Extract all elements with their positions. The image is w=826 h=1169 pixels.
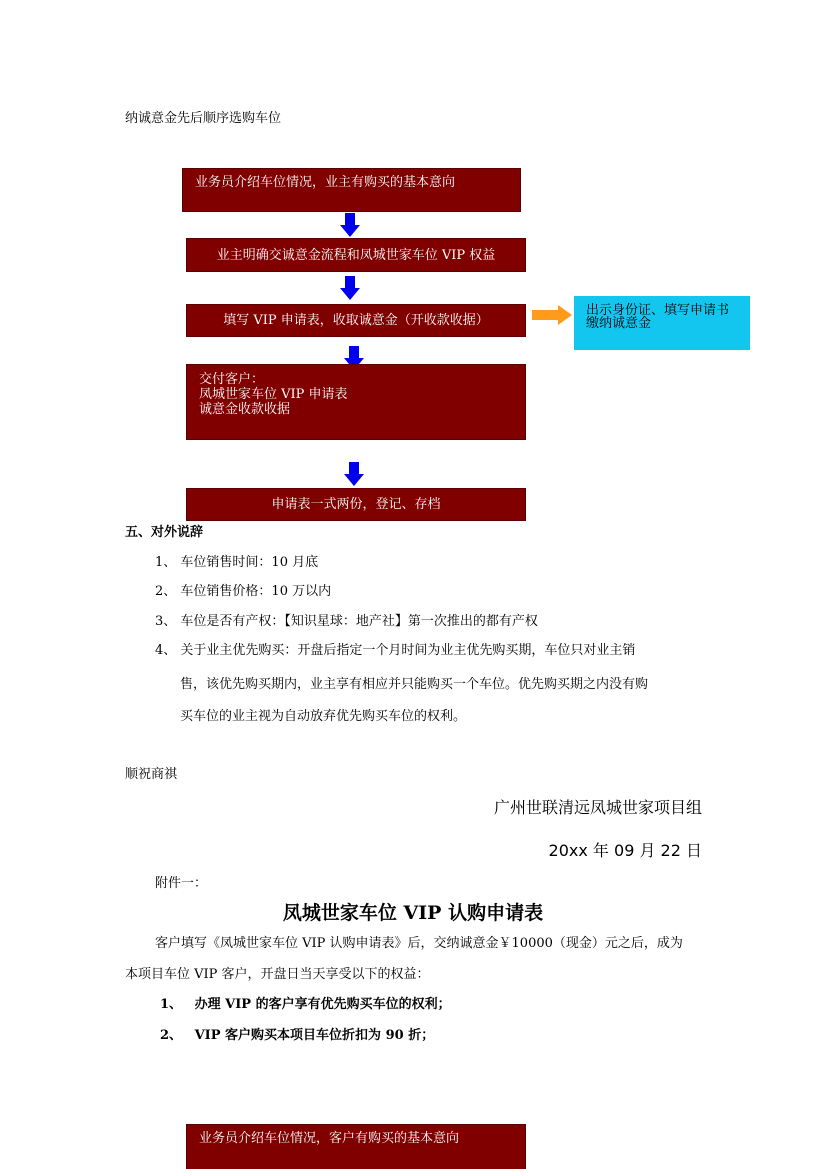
flow-step-1-label: 业务员介绍车位情况，业主有购买的基本意向 xyxy=(195,175,456,190)
attachment-title: 凤城世家车位 VIP 认购申请表 xyxy=(282,902,544,924)
side-note-line-2: 缴纳诚意金 xyxy=(586,316,652,331)
list-item-text: 车位销售价格：10 万以内 xyxy=(180,584,332,599)
side-note-line-1: 出示身份证、填写申请书 xyxy=(586,303,730,318)
list-item xyxy=(155,636,635,666)
flow-step-3-label: 填写 VIP 申请表，收取诚意金（开收款收据） xyxy=(223,313,489,328)
down-arrow-icon xyxy=(340,213,360,237)
list-item-continuation: 售，该优先购买期内，业主享有相应并只能购买一个车位。优先购买期之内没有购 xyxy=(180,677,649,692)
flow-step-1 xyxy=(182,168,521,212)
list-item-continuation: 买车位的业主视为自动放弃优先购买车位的权利。 xyxy=(180,709,467,724)
signature: 广州世联清远凤城世家项目组 xyxy=(493,798,702,817)
attachment-label: 附件一： xyxy=(155,876,208,891)
flow-step-5 xyxy=(186,488,526,521)
flow-step-5-label: 申请表一式两份，登记、存档 xyxy=(271,497,441,512)
list-item-number: 2、 xyxy=(155,584,177,599)
benefit-item xyxy=(160,1027,434,1045)
flow-step-4-line-3: 诚意金收款收据 xyxy=(199,402,291,417)
list-item-number: 1、 xyxy=(155,555,177,570)
flow-step-2 xyxy=(186,238,526,272)
flow-step-2-label: 业主明确交诚意金流程和凤城世家车位 VIP 权益 xyxy=(216,247,496,263)
benefit-item xyxy=(160,996,451,1014)
flow-step-3 xyxy=(186,304,526,337)
date: 20xx 年 09 月 22 日 xyxy=(548,841,702,860)
down-arrow-icon xyxy=(344,462,364,486)
right-arrow-icon xyxy=(532,305,572,325)
list-item xyxy=(155,577,331,607)
list-item-number: 4、 xyxy=(155,643,177,658)
list-item-text: 关于业主优先购买：开盘后指定一个月时间为业主优先购买期，车位只对业主销 xyxy=(180,643,636,658)
side-note-box xyxy=(574,296,750,350)
flow-step-4-line-2: 凤城世家车位 VIP 申请表 xyxy=(199,387,348,402)
down-arrow-icon xyxy=(340,276,360,300)
flow-step-1-repeat-label: 业务员介绍车位情况，客户有购买的基本意向 xyxy=(199,1131,460,1146)
benefit-number: 2、 xyxy=(160,1028,183,1043)
attachment-paragraph-line-1: 客户填写《凤城世家车位 VIP 认购申请表》后，交纳诚意金￥10000（现金）元之后，成为 xyxy=(155,936,683,951)
flow-step-1-repeat xyxy=(186,1124,526,1169)
benefit-text: VIP 客户购买本项目车位折扣为 90 折； xyxy=(194,1028,435,1043)
list-item-number: 3、 xyxy=(155,614,177,629)
benefit-number: 1、 xyxy=(160,997,183,1012)
attachment-paragraph-line-2: 本项目车位 VIP 客户，开盘日当天享受以下的权益： xyxy=(125,967,430,982)
benefit-text: 办理 VIP 的客户享有优先购买车位的权利； xyxy=(194,997,451,1012)
closing: 顺祝商祺 xyxy=(125,767,178,782)
list-item xyxy=(155,607,538,637)
intro-line: 纳诚意金先后顺序选购车位 xyxy=(125,111,282,126)
list-item-text: 车位销售时间：10 月底 xyxy=(180,555,319,570)
list-item xyxy=(155,548,318,578)
flow-step-4 xyxy=(186,364,526,440)
flow-step-4-line-1: 交付客户： xyxy=(199,372,265,387)
list-item-text: 车位是否有产权：【知识星球：地产社】第一次推出的都有产权 xyxy=(180,614,538,629)
section-heading: 五、对外说辞 xyxy=(125,525,204,540)
